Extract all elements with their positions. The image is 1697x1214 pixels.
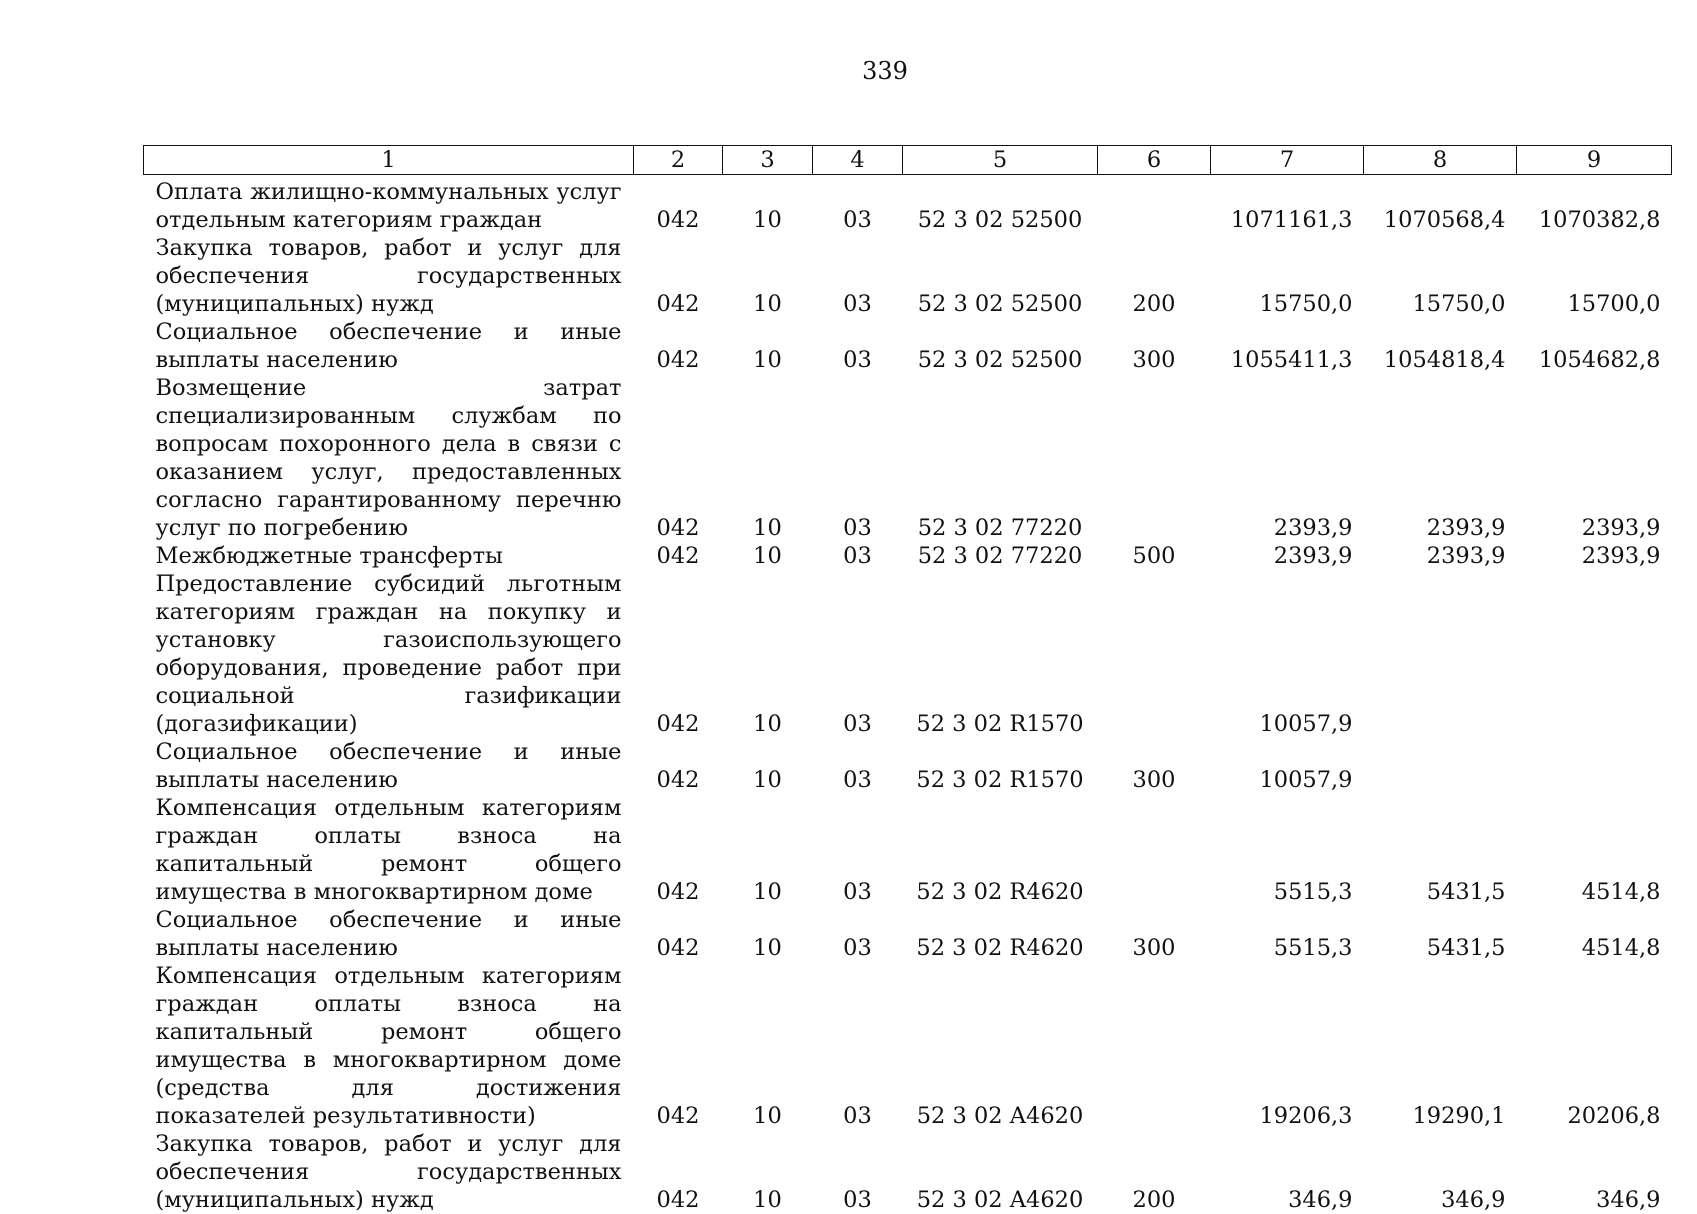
row-description: Закупка товаров, работ и услуг для обеспечения государственных (муниципальных) нужд [144, 1130, 634, 1214]
table-row [144, 542, 1672, 570]
cell-code-5: 52 3 02 R1570 [903, 570, 1098, 738]
cell-value-8: 346,9 [1364, 1130, 1517, 1214]
cell-code-4: 03 [813, 962, 903, 1130]
cell-code-3: 10 [723, 234, 813, 318]
cell-code-2: 042 [634, 570, 723, 738]
cell-code-6: 500 [1098, 542, 1211, 570]
cell-value-7: 2393,9 [1211, 542, 1364, 570]
cell-code-3: 10 [723, 1130, 813, 1214]
cell-value-8 [1364, 570, 1517, 738]
cell-code-2: 042 [634, 906, 723, 962]
page-number: 339 [0, 56, 1697, 86]
cell-value-7: 10057,9 [1211, 738, 1364, 794]
cell-code-4: 03 [813, 794, 903, 906]
cell-code-2: 042 [634, 318, 723, 374]
cell-code-6: 300 [1098, 318, 1211, 374]
cell-code-6: 200 [1098, 1130, 1211, 1214]
row-description: Социальное обеспечение и иные выплаты населению [144, 738, 634, 794]
table-row [144, 234, 1672, 318]
cell-code-6 [1098, 962, 1211, 1130]
cell-code-2: 042 [634, 794, 723, 906]
table-row [144, 1130, 1672, 1214]
cell-code-6 [1098, 175, 1211, 235]
cell-value-9: 4514,8 [1517, 906, 1672, 962]
cell-value-9: 4514,8 [1517, 794, 1672, 906]
row-description: Социальное обеспечение и иные выплаты населению [144, 318, 634, 374]
cell-code-3: 10 [723, 318, 813, 374]
table-row [144, 906, 1672, 962]
cell-value-9: 2393,9 [1517, 374, 1672, 542]
cell-code-6 [1098, 374, 1211, 542]
cell-code-5: 52 3 02 R4620 [903, 906, 1098, 962]
row-description: Социальное обеспечение и иные выплаты населению [144, 906, 634, 962]
cell-code-6: 200 [1098, 234, 1211, 318]
cell-code-3: 10 [723, 175, 813, 235]
cell-code-2: 042 [634, 234, 723, 318]
cell-code-3: 10 [723, 374, 813, 542]
cell-code-2: 042 [634, 175, 723, 235]
cell-value-7: 5515,3 [1211, 906, 1364, 962]
table-body [144, 175, 1672, 1214]
header-row [144, 146, 1672, 175]
column-header-7: 7 [1211, 146, 1364, 175]
cell-value-7: 346,9 [1211, 1130, 1364, 1214]
cell-code-5: 52 3 02 R4620 [903, 794, 1098, 906]
column-header-2: 2 [634, 146, 723, 175]
row-description: Компенсация отдельным категориям граждан оплаты взноса на капитальный ремонт общего имущества в многоквартирном доме [144, 794, 634, 906]
cell-code-3: 10 [723, 906, 813, 962]
cell-code-4: 03 [813, 542, 903, 570]
cell-value-7: 1055411,3 [1211, 318, 1364, 374]
cell-code-2: 042 [634, 1130, 723, 1214]
table-row [144, 318, 1672, 374]
cell-value-9: 20206,8 [1517, 962, 1672, 1130]
column-header-9: 9 [1517, 146, 1672, 175]
column-header-1: 1 [144, 146, 634, 175]
cell-code-5: 52 3 02 77220 [903, 542, 1098, 570]
cell-value-7: 19206,3 [1211, 962, 1364, 1130]
cell-value-8: 5431,5 [1364, 794, 1517, 906]
cell-value-9: 15700,0 [1517, 234, 1672, 318]
cell-value-8: 19290,1 [1364, 962, 1517, 1130]
cell-code-5: 52 3 02 52500 [903, 318, 1098, 374]
cell-code-4: 03 [813, 234, 903, 318]
column-header-3: 3 [723, 146, 813, 175]
cell-code-3: 10 [723, 962, 813, 1130]
cell-code-3: 10 [723, 738, 813, 794]
budget-table [143, 145, 1672, 1214]
cell-value-8: 15750,0 [1364, 234, 1517, 318]
cell-code-5: 52 3 02 A4620 [903, 962, 1098, 1130]
cell-value-8: 1054818,4 [1364, 318, 1517, 374]
table-row [144, 962, 1672, 1130]
table-row [144, 794, 1672, 906]
cell-code-5: 52 3 02 52500 [903, 175, 1098, 235]
cell-code-4: 03 [813, 1130, 903, 1214]
row-description: Возмещение затрат специализированным службам по вопросам похоронного дела в связи с оказанием услуг, предоставленных согласно гарантированному перечню услуг по погребению [144, 374, 634, 542]
cell-code-3: 10 [723, 542, 813, 570]
cell-value-9: 2393,9 [1517, 542, 1672, 570]
cell-value-9 [1517, 738, 1672, 794]
table-header [144, 146, 1672, 175]
cell-value-7: 15750,0 [1211, 234, 1364, 318]
cell-code-2: 042 [634, 542, 723, 570]
column-header-5: 5 [903, 146, 1098, 175]
table-row [144, 738, 1672, 794]
cell-code-4: 03 [813, 906, 903, 962]
cell-code-5: 52 3 02 R1570 [903, 738, 1098, 794]
table-row [144, 175, 1672, 235]
row-description: Межбюджетные трансферты [144, 542, 634, 570]
cell-value-7: 1071161,3 [1211, 175, 1364, 235]
cell-value-7: 2393,9 [1211, 374, 1364, 542]
cell-value-9: 1054682,8 [1517, 318, 1672, 374]
cell-value-7: 10057,9 [1211, 570, 1364, 738]
cell-code-2: 042 [634, 962, 723, 1130]
cell-value-7: 5515,3 [1211, 794, 1364, 906]
cell-code-6 [1098, 570, 1211, 738]
cell-value-8: 2393,9 [1364, 542, 1517, 570]
cell-code-4: 03 [813, 318, 903, 374]
cell-value-9: 1070382,8 [1517, 175, 1672, 235]
cell-code-6: 300 [1098, 738, 1211, 794]
cell-value-8: 2393,9 [1364, 374, 1517, 542]
cell-code-4: 03 [813, 570, 903, 738]
cell-value-8: 1070568,4 [1364, 175, 1517, 235]
cell-code-3: 10 [723, 570, 813, 738]
cell-value-9: 346,9 [1517, 1130, 1672, 1214]
row-description: Оплата жилищно-коммунальных услуг отдельным категориям граждан [144, 175, 634, 235]
column-header-8: 8 [1364, 146, 1517, 175]
row-description: Предоставление субсидий льготным категориям граждан на покупку и установку газоиспользующего оборудования, проведение работ при социальной газификации (догазификации) [144, 570, 634, 738]
cell-code-2: 042 [634, 374, 723, 542]
cell-code-3: 10 [723, 794, 813, 906]
cell-code-6: 300 [1098, 906, 1211, 962]
row-description: Закупка товаров, работ и услуг для обеспечения государственных (муниципальных) нужд [144, 234, 634, 318]
cell-code-2: 042 [634, 738, 723, 794]
cell-code-6 [1098, 794, 1211, 906]
cell-code-4: 03 [813, 175, 903, 235]
cell-value-8: 5431,5 [1364, 906, 1517, 962]
cell-code-5: 52 3 02 A4620 [903, 1130, 1098, 1214]
column-header-6: 6 [1098, 146, 1211, 175]
table-row [144, 570, 1672, 738]
cell-code-5: 52 3 02 77220 [903, 374, 1098, 542]
cell-code-4: 03 [813, 738, 903, 794]
table-row [144, 374, 1672, 542]
cell-code-4: 03 [813, 374, 903, 542]
cell-value-9 [1517, 570, 1672, 738]
cell-value-8 [1364, 738, 1517, 794]
cell-code-5: 52 3 02 52500 [903, 234, 1098, 318]
column-header-4: 4 [813, 146, 903, 175]
row-description: Компенсация отдельным категориям граждан оплаты взноса на капитальный ремонт общего имущества в многоквартирном доме (средства для достижения показателей результативности) [144, 962, 634, 1130]
